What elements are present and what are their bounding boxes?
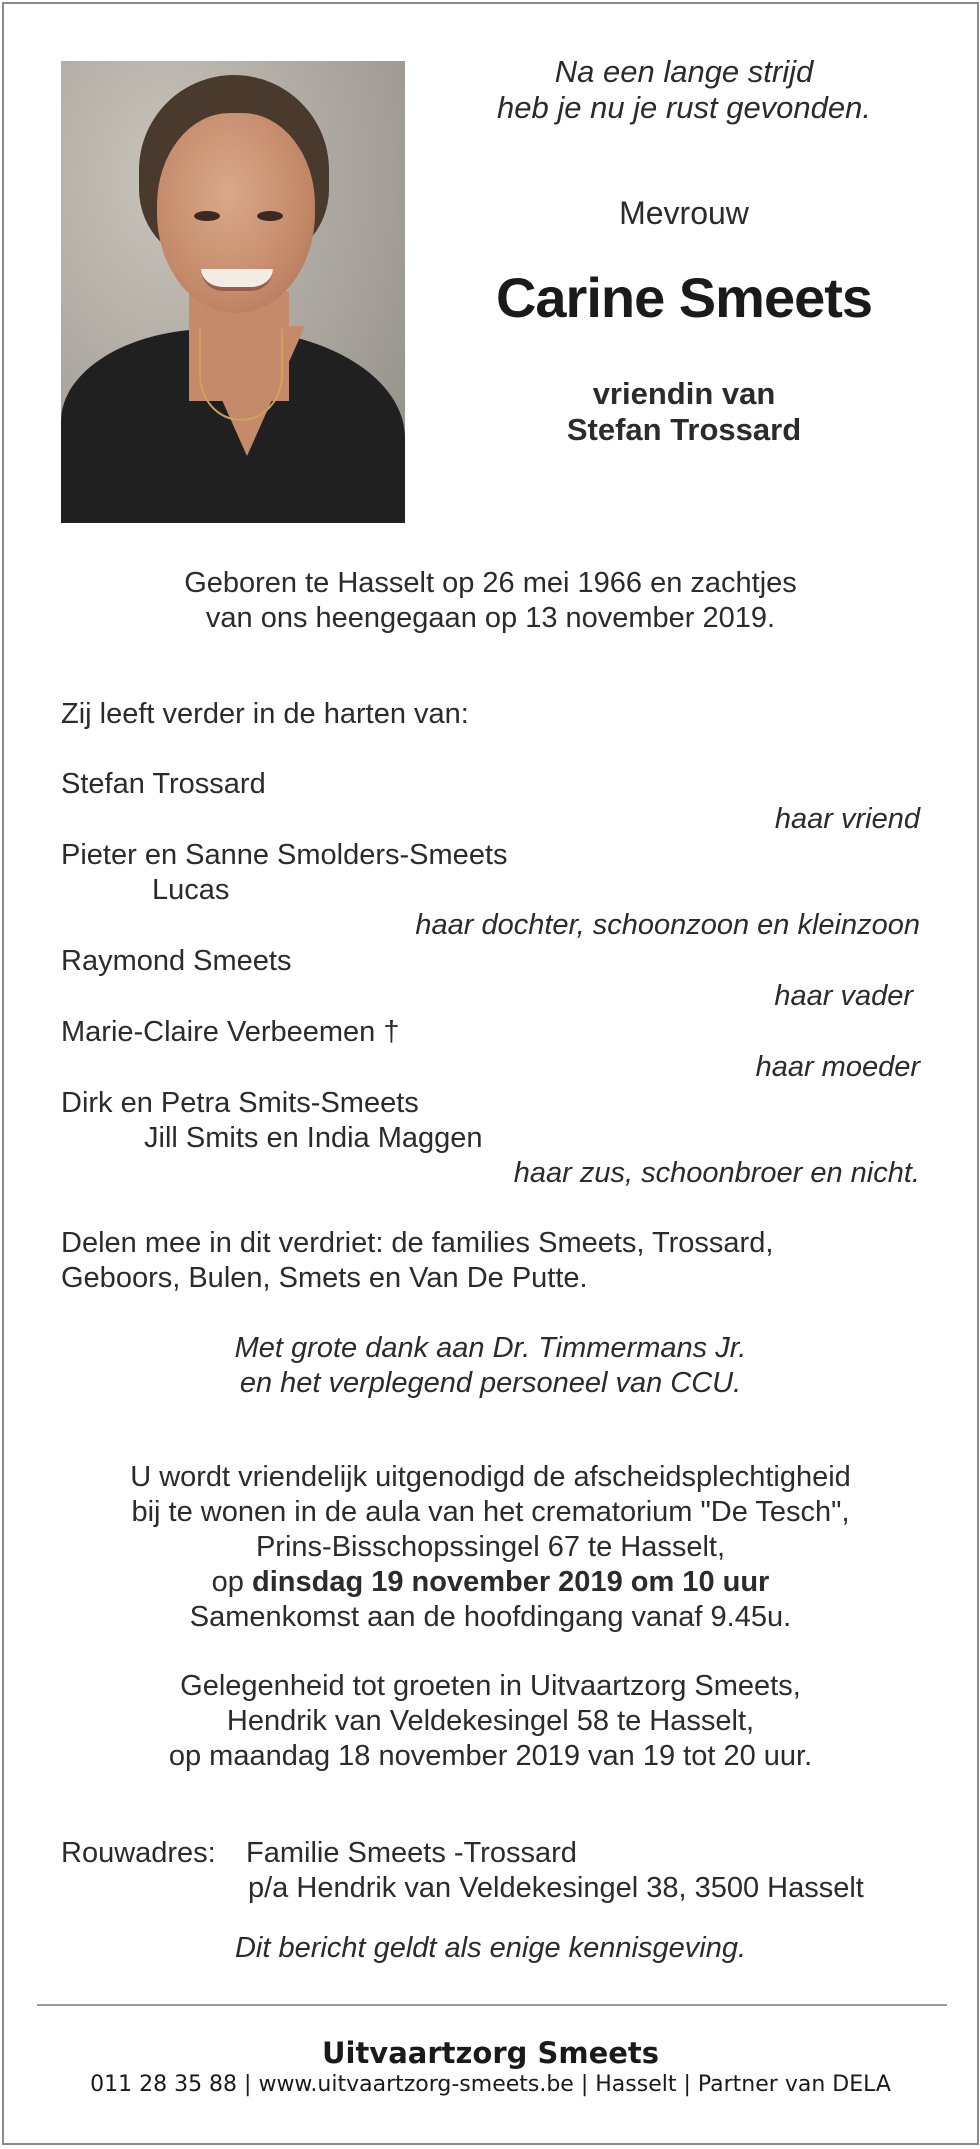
family-relation: haar dochter, schoonzoon en kleinzoon (415, 909, 920, 941)
birth-line-1: Geboren te Hasselt op 26 mei 1966 en zachtjes (184, 567, 797, 599)
deceased-name: Carine Smeets (495, 266, 873, 329)
birth-line-2: van ons heengegaan op 13 november 2019. (205, 602, 776, 634)
ceremony-invitation (4, 1460, 977, 1635)
honorific: Mevrouw (619, 195, 749, 231)
family-relation: haar vriend (774, 803, 920, 835)
notice-text: Dit bericht geldt als enige kennisgeving. (234, 1932, 747, 1964)
verse (444, 54, 924, 126)
share-line-1: Delen mee in dit verdriet: de families Smeets, Trossard, (61, 1227, 774, 1259)
invite-prefix: op (211, 1566, 252, 1598)
lives-on-heading: Zij leeft verder in de harten van: (61, 698, 469, 730)
family-relation: haar zus, schoonbroer en nicht. (513, 1157, 920, 1189)
family-member: Marie-Claire Verbeemen † (61, 1016, 400, 1048)
share-text (61, 1226, 773, 1296)
family-relation: haar vader (774, 980, 913, 1012)
thanks-text (4, 1331, 977, 1401)
family-member: Raymond Smeets (61, 945, 292, 977)
family-relation: haar moeder (755, 1051, 920, 1083)
invite-line-1: U wordt vriendelijk uitgenodigd de afscheidsplechtigheid (130, 1461, 851, 1493)
funeral-home-name: Uitvaartzorg Smeets (321, 2036, 660, 2070)
address-line-1: Familie Smeets -Trossard (246, 1837, 577, 1869)
verse-line-1: Na een lange strijd (554, 54, 814, 89)
family-member: Jill Smits en India Maggen (144, 1122, 483, 1154)
relation-line-1: vriendin van (592, 376, 776, 411)
relation (444, 376, 924, 448)
address-line-2: p/a Hendrik van Veldekesingel 38, 3500 Hasselt (248, 1872, 864, 1904)
funeral-home-contact: 011 28 35 88 | www.uitvaartzorg-smeets.be | Hasselt | Partner van DELA (90, 2072, 891, 2097)
invite-line-5: Samenkomst aan de hoofdingang vanaf 9.45u. (189, 1601, 792, 1633)
share-line-2: Geboors, Bulen, Smets en Van De Putte. (61, 1262, 588, 1294)
family-member: Stefan Trossard (61, 768, 266, 800)
ceremony-datetime: dinsdag 19 november 2019 om 10 uur (251, 1566, 770, 1598)
birth-death-text (4, 566, 977, 636)
obituary-card (2, 2, 979, 2145)
thanks-line-2: en het verplegend personeel van CCU. (239, 1367, 742, 1399)
invite-line-2: bij te wonen in de aula van het crematorium "De Tesch", (131, 1496, 850, 1528)
greeting-line-1: Gelegenheid tot groeten in Uitvaartzorg Smeets, (180, 1670, 801, 1702)
family-member: Dirk en Petra Smits-Smeets (61, 1087, 419, 1119)
greeting-line-2: Hendrik van Veldekesingel 58 te Hasselt, (226, 1705, 755, 1737)
portrait-photo (61, 61, 405, 523)
invite-line-3: Prins-Bisschopssingel 67 te Hasselt, (255, 1531, 726, 1563)
invite-line-4 (4, 1565, 977, 1600)
footer-divider (37, 2004, 947, 2006)
greeting-line-3: op maandag 18 november 2019 van 19 tot 20 uur. (168, 1740, 813, 1772)
thanks-line-1: Met grote dank aan Dr. Timmermans Jr. (234, 1332, 747, 1364)
family-member: Lucas (152, 874, 230, 906)
relation-line-2: Stefan Trossard (566, 412, 802, 447)
family-member: Pieter en Sanne Smolders-Smeets (61, 839, 508, 871)
greeting-info (4, 1669, 977, 1774)
verse-line-2: heb je nu je rust gevonden. (497, 90, 871, 125)
address-label: Rouwadres: (61, 1837, 216, 1869)
